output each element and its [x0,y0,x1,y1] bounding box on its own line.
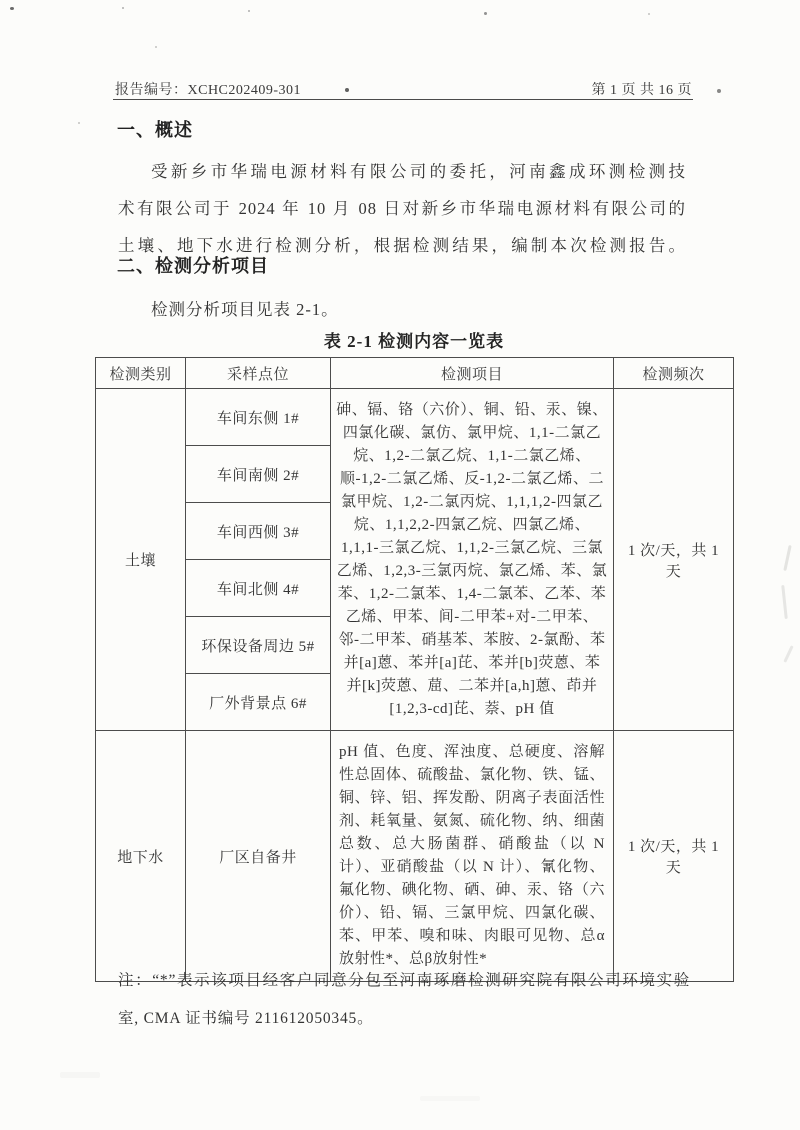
scan-smudge [783,645,793,663]
scan-speck [78,122,80,124]
section2-heading: 二、检测分析项目 [117,256,269,276]
cell-soil-frequency: 1 次/天，共 1 天 [614,389,734,731]
table-header-row [96,358,734,389]
cell-sampling-point: 车间北侧 4# [186,560,331,617]
paragraph-line: 检测分析项目见表 2-1。 [151,300,339,319]
report-number: 报告编号：XCHC202409-301 [115,83,302,98]
header-rule [113,99,693,100]
footnote-line: 室, CMA 证书编号 211612050345。 [118,1010,374,1027]
scan-speck [717,89,721,93]
cell-groundwater-test-items: pH 值、色度、浑浊度、总硬度、溶解性总固体、硫酸盐、氯化物、铁、锰、铜、锌、铝、挥发酚、阴离子表面活性剂、耗氧量、氨氮、硫化物、纳、细菌总数、总大肠菌群、硝酸盐（以 N 计）、亚硝酸盐（以 N 计）、氰化物、氟化物、碘化物、硒、砷、汞、铬（六价）、铅、镉、三氯甲烷、四氯化碳、苯、甲苯、嗅和味、肉眼可见物、总α放射性*、总β放射性* [331,731,614,982]
cell-groundwater-frequency: 1 次/天，共 1 天 [614,731,734,982]
table-row [96,389,734,446]
cell-sampling-point: 车间南侧 2# [186,446,331,503]
col-header-category: 检测类别 [96,358,186,389]
paragraph-line: 受新乡市华瑞电源材料有限公司的委托，河南鑫成环测检测技 [151,162,686,181]
section1-heading: 一、概述 [117,120,193,140]
scan-speck [345,88,349,92]
footnote [118,962,690,1038]
scan-speck [484,12,487,15]
footnote-line: 注：“*”表示该项目经客户同意分包至河南琢磨检测研究院有限公司环境实验 [118,972,690,989]
section1-paragraph [118,153,686,264]
test-content-table [95,357,734,982]
cell-sampling-point: 车间西侧 3# [186,503,331,560]
scan-smudge [60,1072,100,1078]
page-number: 第 1 页 共 16 页 [591,83,692,98]
cell-sampling-point: 环保设备周边 5# [186,617,331,674]
scan-speck [10,7,14,10]
cell-sampling-point: 车间东侧 1# [186,389,331,446]
scan-smudge [783,545,791,571]
cell-category-groundwater: 地下水 [96,731,186,982]
col-header-sampling-point: 采样点位 [186,358,331,389]
cell-category-soil: 土壤 [96,389,186,731]
col-header-frequency: 检测频次 [614,358,734,389]
cell-sampling-point: 厂区自备井 [186,731,331,982]
paragraph-line: 土壤、地下水进行检测分析，根据检测结果，编制本次检测报告。 [118,236,686,255]
paragraph-line: 术有限公司于 2024 年 10 月 08 日对新乡市华瑞电源材料有限公司的 [118,199,686,218]
scan-speck [248,10,250,12]
table-row [96,731,734,982]
scan-speck [648,13,650,15]
table-title: 表 2-1 检测内容一览表 [323,332,505,351]
cell-sampling-point: 厂外背景点 6# [186,674,331,731]
section2-paragraph [118,291,686,328]
scan-smudge [420,1096,480,1101]
scan-smudge [781,585,788,619]
col-header-test-items: 检测项目 [331,358,614,389]
cell-soil-test-items: 砷、镉、铬（六价）、铜、铅、汞、镍、四氯化碳、氯仿、氯甲烷、1,1-二氯乙烷、1,2-二氯乙烷、1,1-二氯乙烯、顺-1,2-二氯乙烯、反-1,2-二氯乙烯、二氯甲烷、1,2-二氯丙烷、1,1,1,2-四氯乙烷、1,1,2,2-四氯乙烷、四氯乙烯、1,1,1-三氯乙烷、1,1,2-三氯乙烷、三氯乙烯、1,2,3-三氯丙烷、氯乙烯、苯、氯苯、1,2-二氯苯、1,4-二氯苯、乙苯、苯乙烯、甲苯、间-二甲苯+对-二甲苯、邻-二甲苯、硝基苯、苯胺、2-氯酚、苯并[a]蒽、苯并[a]芘、苯并[b]荧蒽、苯并[k]荧蒽、䓛、二苯并[a,h]蒽、茚并[1,2,3-cd]芘、萘、pH 值 [331,389,614,731]
scan-speck [122,7,124,9]
scan-speck [155,46,157,48]
page-header [115,79,692,99]
